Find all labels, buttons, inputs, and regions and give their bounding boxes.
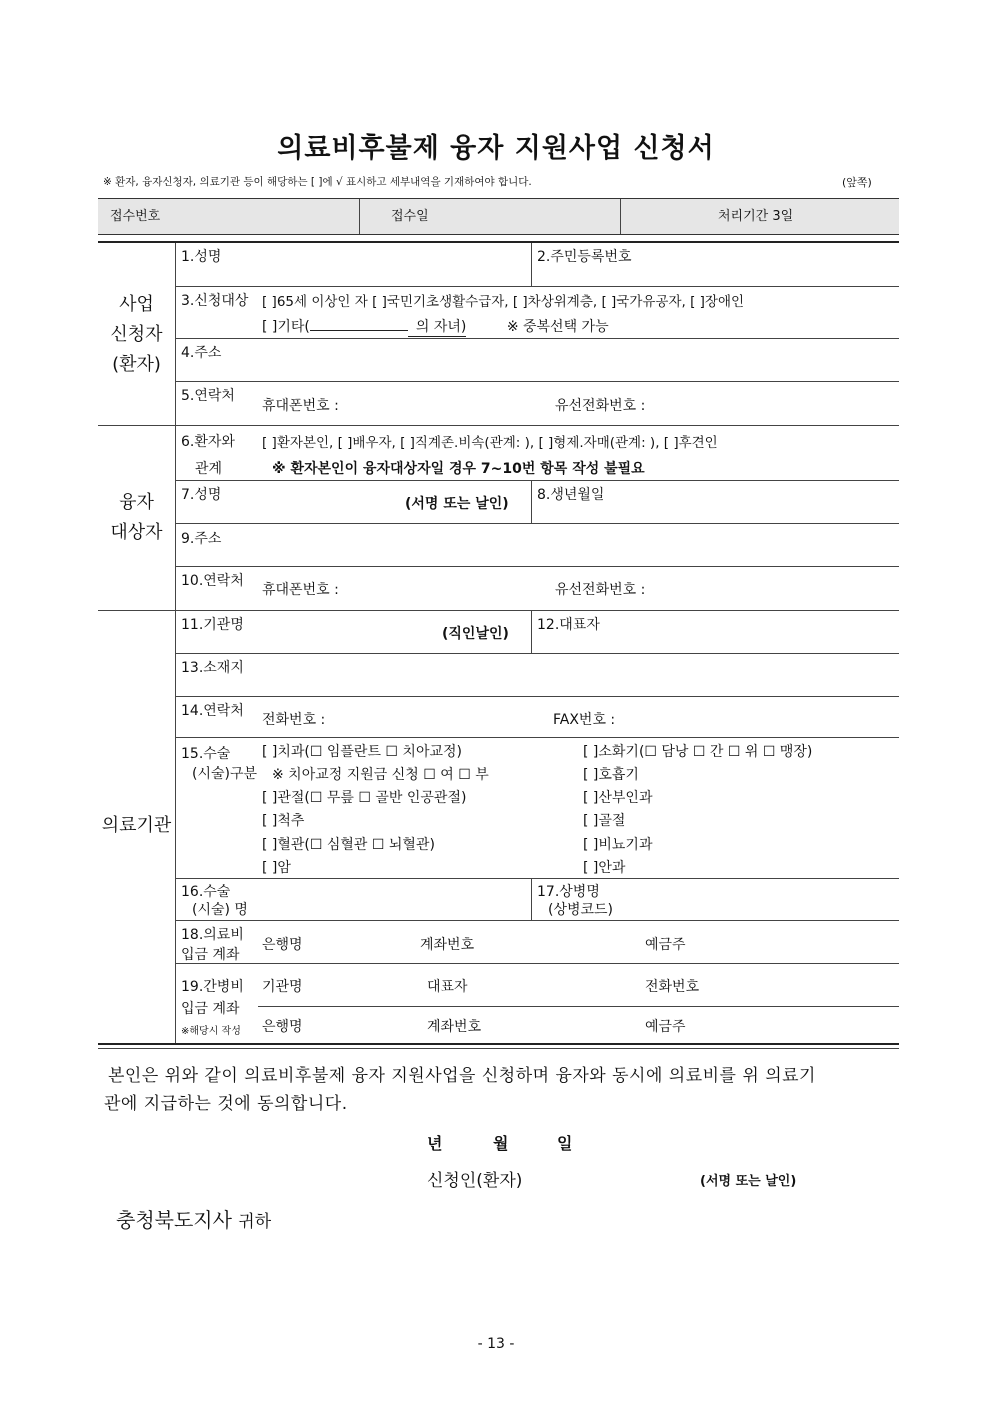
surgery-option-urology[interactable]: [ ]비뇨기과 xyxy=(583,837,653,853)
institution-representative-label: 12.대표자 xyxy=(537,617,600,633)
addressee xyxy=(116,1204,271,1233)
surgery-option-obgyn[interactable]: [ ]산부인과 xyxy=(583,790,653,806)
applicant-sign-label: 신청인(환자) xyxy=(427,1171,523,1191)
surgery-option-joint[interactable]: [ ]관절(☐ 무릎 ☐ 골반 인공관절) xyxy=(262,790,467,806)
landline-label: 유선전화번호 : xyxy=(555,398,646,414)
orthodontic-subsidy-note[interactable]: ※ 치아교정 지원금 신청 ☐ 여 ☐ 부 xyxy=(272,767,489,783)
relation-note: ※ 환자본인이 융자대상자일 경우 7~10번 항목 작성 불필요 xyxy=(272,461,645,477)
consent-statement-line2: 관에 지급하는 것에 동의합니다. xyxy=(104,1094,348,1114)
section-applicant: 사업 신청자 (환자) xyxy=(110,294,163,375)
borrower-name-label: 7.성명 xyxy=(181,487,222,503)
official-seal-label: (직인날인) xyxy=(442,626,509,642)
page-number: - 13 - xyxy=(477,1336,515,1352)
surgery-option-cancer[interactable]: [ ]암 xyxy=(262,860,291,876)
target-other-input[interactable] xyxy=(310,316,408,331)
field-relation-label-b: 관계 xyxy=(195,461,223,477)
addressee-name: 충청북도지사 xyxy=(116,1208,232,1232)
mobile-label: 휴대폰번호 : xyxy=(262,398,339,414)
borrower-landline-label: 유선전화번호 : xyxy=(555,582,646,598)
medical-bank-label: 은행명 xyxy=(262,937,303,953)
care-phone-label: 전화번호 xyxy=(645,979,700,995)
institution-location-label: 13.소재지 xyxy=(181,660,244,676)
diagnosis-label-a: 17.상병명 xyxy=(537,884,600,900)
receipt-number-label: 접수번호 xyxy=(110,209,161,224)
field-target-label: 3.신청대상 xyxy=(181,293,249,309)
care-org-name-label: 기관명 xyxy=(262,979,303,995)
care-representative-label: 대표자 xyxy=(427,979,468,995)
consent-statement-line1: 본인은 위와 같이 의료비후불제 융자 지원사업을 신청하며 융자와 동시에 의료비를 위 의료기 xyxy=(108,1066,816,1086)
surgery-name-label-a: 16.수술 xyxy=(181,884,231,900)
field-resident-number-label: 2.주민등록번호 xyxy=(537,249,632,265)
birth-date-label: 8.생년월일 xyxy=(537,487,605,503)
borrower-sign-label: (서명 또는 날인) xyxy=(405,496,509,512)
surgery-type-label-a: 15.수술 xyxy=(181,746,231,762)
surgery-type-label-b: (시술)구분 xyxy=(192,766,258,782)
document-title: 의료비후불제 융자 지원사업 신청서 xyxy=(277,133,715,164)
applicant-sign-or-seal: (서명 또는 날인) xyxy=(700,1174,797,1189)
field-address-label: 4.주소 xyxy=(181,345,222,361)
borrower-address-label: 9.주소 xyxy=(181,531,222,547)
borrower-contact-label: 10.연락처 xyxy=(181,573,244,589)
surgery-option-digestive[interactable]: [ ]소화기(☐ 담낭 ☐ 간 ☐ 위 ☐ 맹장) xyxy=(583,744,813,760)
surgery-option-ophthalmology[interactable]: [ ]안과 xyxy=(583,860,626,876)
surgery-option-respiratory[interactable]: [ ]호흡기 xyxy=(583,767,639,783)
surgery-option-vascular[interactable]: [ ]혈관(☐ 심혈관 ☐ 뇌혈관) xyxy=(262,837,435,853)
medical-account-label-a: 18.의료비 xyxy=(181,927,244,943)
instruction-note: ※ 환자, 융자신청자, 의료기관 등이 해당하는 [ ]에 √ 표시하고 세부내역을 기재하여야 합니다. xyxy=(103,176,532,188)
care-bank-label: 은행명 xyxy=(262,1019,303,1035)
date-month-label: 월 xyxy=(493,1134,509,1153)
care-account-note: ※해당시 작성 xyxy=(181,1026,241,1037)
care-account-number-label: 계좌번호 xyxy=(427,1019,482,1035)
multiple-choice-note: ※ 중복선택 가능 xyxy=(506,319,609,335)
medical-account-number-label: 계좌번호 xyxy=(420,937,475,953)
care-account-label-b: 입금 계좌 xyxy=(181,1001,240,1017)
target-other-suffix: 의 자녀) xyxy=(408,316,466,337)
target-options-line1[interactable]: [ ]65세 이상인 자 [ ]국민기초생활수급자, [ ]차상위계층, [ ]국가유공자, [ ]장애인 xyxy=(262,294,745,310)
surgery-name-label-b: (시술) 명 xyxy=(192,902,248,918)
target-other-checkbox[interactable]: [ ]기타( xyxy=(262,319,310,335)
fax-label: FAX번호 : xyxy=(553,712,616,728)
processing-period-label: 처리기간 3일 xyxy=(718,209,794,224)
medical-account-holder-label: 예금주 xyxy=(645,937,686,953)
surgery-option-fracture[interactable]: [ ]골절 xyxy=(583,813,626,829)
institution-name-label: 11.기관명 xyxy=(181,617,244,633)
field-relation-label-a: 6.환자와 xyxy=(181,434,235,450)
section-institution: 의료기관 xyxy=(101,815,172,836)
addressee-suffix: 귀하 xyxy=(238,1212,272,1232)
date-day-label: 일 xyxy=(557,1134,573,1153)
section-borrower: 융자 대상자 xyxy=(110,492,163,543)
institution-contact-label: 14.연락처 xyxy=(181,703,244,719)
diagnosis-label-b: (상병코드) xyxy=(548,902,614,918)
care-account-holder-label: 예금주 xyxy=(645,1019,686,1035)
care-account-label-a: 19.간병비 xyxy=(181,979,244,995)
surgery-option-spine[interactable]: [ ]척추 xyxy=(262,813,305,829)
receipt-date-label: 접수일 xyxy=(391,209,429,224)
field-name-label: 1.성명 xyxy=(181,249,222,265)
phone-label: 전화번호 : xyxy=(262,712,326,728)
date-year-label: 년 xyxy=(427,1134,443,1153)
borrower-mobile-label: 휴대폰번호 : xyxy=(262,582,339,598)
surgery-option-dental[interactable]: [ ]치과(☐ 임플란트 ☐ 치아교정) xyxy=(262,744,462,760)
page-side-label: (앞쪽) xyxy=(842,176,872,189)
receipt-header xyxy=(98,198,899,235)
medical-account-label-b: 입금 계좌 xyxy=(181,947,240,963)
target-options-line2 xyxy=(262,316,609,337)
relation-options[interactable]: [ ]환자본인, [ ]배우자, [ ]직계존.비속(관계: ), [ ]형제.자매(관계: ), [ ]후견인 xyxy=(262,435,718,451)
field-contact-label: 5.연락처 xyxy=(181,388,235,404)
